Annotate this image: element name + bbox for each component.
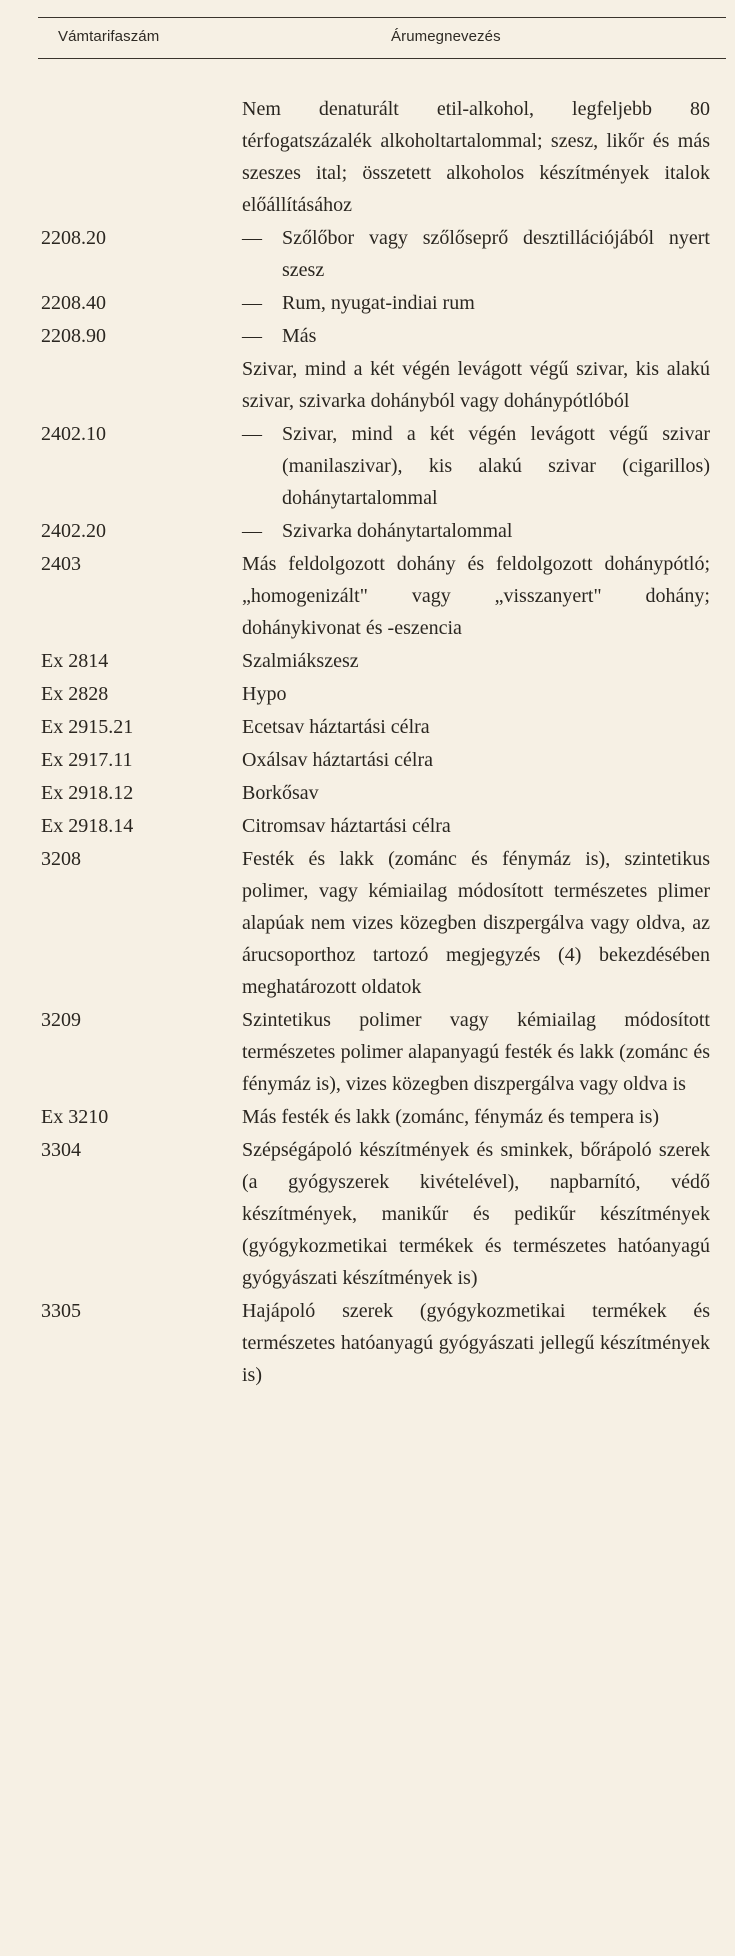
tariff-code: Ex 2917.11 <box>41 749 133 771</box>
table-row <box>0 744 735 776</box>
description-text: Szépségápoló készítmények és sminkek, bőrápoló szerek (a gyógyszerek kivételével), napbarnító, védő készítmények, manikűr és pedikűr készítmények (gyógykozmetikai termékek és természetes hatóanyagú gyógyászati készítmények is) <box>242 1139 710 1289</box>
subheading-dash: — <box>242 520 262 542</box>
goods-description <box>242 1134 710 1294</box>
description-text: Más feldolgozott dohány és feldolgozott dohánypótló; „homogenizált" vagy „visszanyert" dohány; dohánykivonat és -eszencia <box>242 553 710 639</box>
goods-description <box>242 777 710 809</box>
table-row <box>0 1134 735 1294</box>
tariff-code: 2208.40 <box>41 292 106 314</box>
goods-description <box>242 1004 710 1100</box>
top-rule <box>38 17 726 18</box>
goods-description <box>242 222 710 286</box>
goods-description <box>242 353 710 417</box>
description-text: Más festék és lakk (zománc, fénymáz és tempera is) <box>242 1106 660 1128</box>
goods-description <box>242 843 710 1003</box>
table-row <box>0 810 735 842</box>
description-text: Szintetikus polimer vagy kémiailag módosított természetes polimer alapanyagú festék és lakk (zománc és fénymáz is), vizes közegben diszpergálva vagy oldva is <box>242 1009 710 1095</box>
column-header-name: Árumegnevezés <box>391 28 501 45</box>
table-row <box>0 418 735 514</box>
table-row <box>0 645 735 677</box>
tariff-code: 2402.10 <box>41 423 106 445</box>
goods-description <box>242 1101 710 1133</box>
tariff-code: 2403 <box>41 553 81 575</box>
table-row <box>0 93 735 221</box>
tariff-code: Ex 2814 <box>41 650 109 672</box>
tariff-table <box>0 93 735 1392</box>
table-row <box>0 222 735 286</box>
description-text: Borkősav <box>242 782 319 804</box>
subheading-dash: — <box>242 292 262 314</box>
header-rule <box>38 58 726 59</box>
subheading-dash: — <box>242 227 262 249</box>
tariff-code: 3209 <box>41 1009 81 1031</box>
goods-description <box>242 287 710 319</box>
table-row <box>0 1101 735 1133</box>
subheading-dash: — <box>242 325 262 347</box>
tariff-code: 3304 <box>41 1139 81 1161</box>
tariff-code: 2208.20 <box>41 227 106 249</box>
goods-description <box>242 320 710 352</box>
tariff-code: 2208.90 <box>41 325 106 347</box>
description-text: Citromsav háztartási célra <box>242 815 451 837</box>
tariff-code: 3305 <box>41 1300 81 1322</box>
tariff-code: 3208 <box>41 848 81 870</box>
tariff-code: Ex 2918.12 <box>41 782 134 804</box>
description-text: Oxálsav háztartási célra <box>242 749 434 771</box>
goods-description <box>242 1295 710 1391</box>
table-row <box>0 353 735 417</box>
goods-description <box>242 711 710 743</box>
description-text: Ecetsav háztartási célra <box>242 716 430 738</box>
table-row <box>0 843 735 1003</box>
description-text: Festék és lakk (zománc és fénymáz is), szintetikus polimer, vagy kémiailag módosított természetes plimer alapúak nem vizes közegben diszpergálva vagy oldva, az árucsoporthoz tartozó megjegyzés (4) bekezdésében meghatározott oldatok <box>242 848 710 998</box>
column-header-code: Vámtarifaszám <box>58 28 160 45</box>
tariff-code: 2402.20 <box>41 520 106 542</box>
table-row <box>0 777 735 809</box>
goods-description <box>242 810 710 842</box>
description-text: Hypo <box>242 683 287 705</box>
description-text: Szőlőbor vagy szőlőseprő desztillációjából nyert szesz <box>282 227 710 281</box>
description-text: Nem denaturált etil-alkohol, legfeljebb 80 térfogatszázalék alkoholtartalommal; szesz, likőr és más szeszes ital; összetett alkoholos készítmények italok előállításához <box>242 98 710 216</box>
subheading-dash: — <box>242 423 262 445</box>
description-text: Szivarka dohánytartalommal <box>282 520 513 542</box>
table-row <box>0 287 735 319</box>
goods-description <box>242 93 710 221</box>
goods-description <box>242 645 710 677</box>
description-text: Szalmiákszesz <box>242 650 359 672</box>
goods-description <box>242 515 710 547</box>
tariff-code: Ex 2828 <box>41 683 109 705</box>
description-text: Szivar, mind a két végén levágott végű szivar (manilaszivar), kis alakú szivar (cigarillos) dohánytartalommal <box>282 423 710 509</box>
table-row <box>0 1004 735 1100</box>
table-row <box>0 548 735 644</box>
description-text: Hajápoló szerek (gyógykozmetikai termékek és természetes hatóanyagú gyógyászati jellegű készítmények is) <box>242 1300 710 1386</box>
table-row <box>0 678 735 710</box>
table-row <box>0 711 735 743</box>
description-text: Más <box>282 325 317 347</box>
goods-description <box>242 678 710 710</box>
table-row <box>0 1295 735 1391</box>
tariff-code: Ex 3210 <box>41 1106 109 1128</box>
goods-description <box>242 744 710 776</box>
description-text: Szivar, mind a két végén levágott végű szivar, kis alakú szivar, szivarka dohányból vagy dohánypótlóból <box>242 358 710 412</box>
goods-description <box>242 548 710 644</box>
table-row <box>0 515 735 547</box>
description-text: Rum, nyugat-indiai rum <box>282 292 475 314</box>
tariff-code: Ex 2918.14 <box>41 815 134 837</box>
goods-description <box>242 418 710 514</box>
table-row <box>0 320 735 352</box>
tariff-code: Ex 2915.21 <box>41 716 134 738</box>
